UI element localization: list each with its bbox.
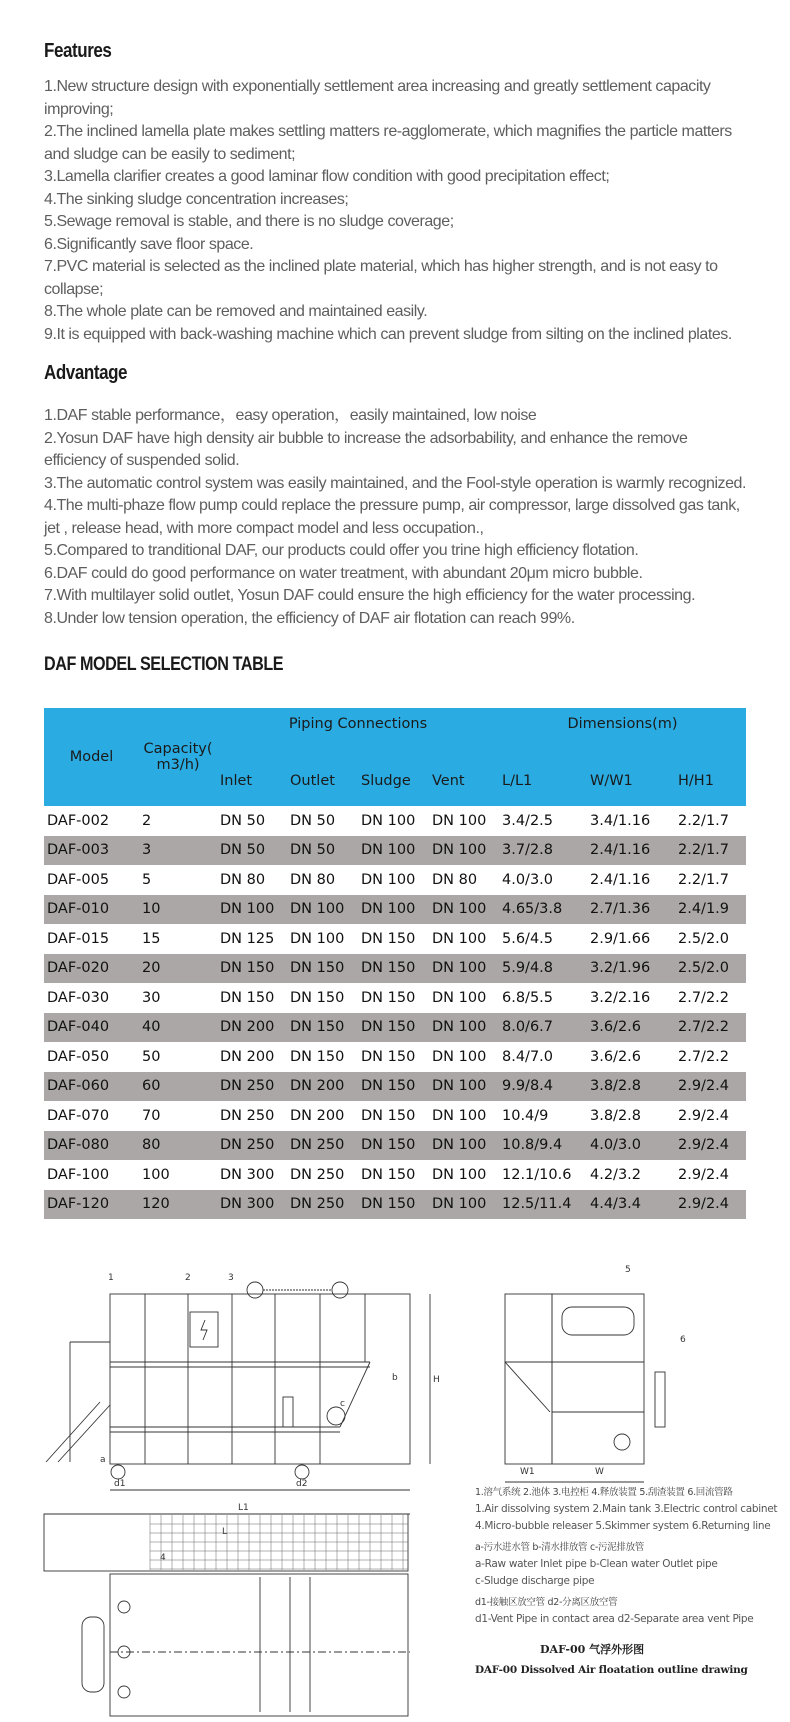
header-inlet: Inlet <box>217 756 287 806</box>
table-cell: 5.6/4.5 <box>502 930 554 947</box>
table-cell: 4.4/3.4 <box>587 1190 675 1219</box>
table-cell: DN 150 <box>358 1013 429 1043</box>
table-cell: DN 100 <box>217 895 287 925</box>
table-cell: DAF-030 <box>47 989 110 1006</box>
table-cell: DAF-002 <box>47 812 110 829</box>
table-cell: 12.5/11.4 <box>499 1190 587 1219</box>
feature-item: 1.New structure design with exponentially settlement area increasing and greatly settlement capacity improving; <box>44 78 711 118</box>
table-cell: DN 100 <box>432 989 487 1006</box>
header-model: Model <box>44 708 139 806</box>
table-cell: DN 150 <box>361 1107 416 1124</box>
table-cell: DN 100 <box>432 1107 487 1124</box>
table-cell: DAF-120 <box>44 1190 139 1219</box>
table-row <box>44 895 746 925</box>
table-cell: DN 100 <box>432 812 487 829</box>
table-cell: 3.8/2.8 <box>587 1072 675 1102</box>
table-cell: DN 200 <box>290 1107 345 1124</box>
table-cell: 2.7/2.2 <box>678 1048 730 1065</box>
table-cell: DN 250 <box>217 1131 287 1161</box>
table-cell: DAF-020 <box>44 954 139 984</box>
table-cell: 2.7/2.2 <box>675 1013 746 1043</box>
advantage-item: 7.With multilayer solid outlet, Yosun DAF could ensure the high efficiency for the water processing. <box>44 587 696 604</box>
side-view <box>44 1282 430 1514</box>
table-cell: DN 250 <box>217 1072 287 1102</box>
legend-en-2b: c-Sludge discharge pipe <box>475 1575 595 1587</box>
header-h: H/H1 <box>675 756 746 806</box>
header-piping: Piping Connections <box>217 708 499 756</box>
table-cell: 2.9/2.4 <box>675 1131 746 1161</box>
table-cell: DAF-100 <box>47 1166 110 1183</box>
table-heading: DAF MODEL SELECTION TABLE <box>44 654 284 675</box>
table-cell: DN 150 <box>220 989 275 1006</box>
table-cell: 2.9/1.66 <box>590 930 651 947</box>
table-cell: 3.4/2.5 <box>502 812 554 829</box>
header-vent: Vent <box>429 756 499 806</box>
table-cell: 2.7/2.2 <box>678 989 730 1006</box>
advantage-item: 6.DAF could do good performance on water treatment, with abundant 20μm micro bubble. <box>44 564 643 582</box>
label-w1: W1 <box>520 1467 535 1477</box>
table-cell: 70 <box>142 1107 161 1124</box>
table-cell: 6.8/5.5 <box>502 989 554 1006</box>
table-cell: 20 <box>139 954 217 984</box>
table-row <box>44 1160 746 1190</box>
table-cell: 3.4/1.16 <box>590 812 651 829</box>
table-cell: DAF-060 <box>44 1072 139 1102</box>
table-cell: DN 100 <box>429 895 499 925</box>
table-cell: 80 <box>139 1131 217 1161</box>
end-view <box>505 1294 665 1482</box>
table-cell: 4.0/3.0 <box>587 1131 675 1161</box>
table-cell: 3.6/2.6 <box>587 1013 675 1043</box>
table-cell: DN 100 <box>432 1166 487 1183</box>
table-cell: 3.2/2.16 <box>590 989 651 1006</box>
table-cell: DN 150 <box>361 1166 416 1183</box>
table-cell: DAF-050 <box>47 1048 110 1065</box>
advantage-item: 1.DAF stable performance，easy operation，easily maintained, low noise <box>44 407 537 424</box>
table-row <box>44 1042 746 1072</box>
table-cell: DN 100 <box>361 871 416 888</box>
table-cell: 3 <box>139 836 217 866</box>
table-cell: 2.5/2.0 <box>675 954 746 984</box>
label-l1: L1 <box>238 1503 249 1513</box>
feature-item: 2.The inclined lamella plate makes settling matters re-agglomerate, which magnifies the particle matters and sludge can be easily to sediment; <box>44 123 732 163</box>
table-cell: DN 50 <box>217 836 287 866</box>
table-cell: 2.2/1.7 <box>675 836 746 866</box>
table-cell: DN 150 <box>361 989 416 1006</box>
table-cell: DN 250 <box>287 1190 358 1219</box>
table-cell: DN 80 <box>220 871 266 888</box>
legend-en-2a: a-Raw water Inlet pipe b-Clean water Outlet pipe <box>475 1558 718 1570</box>
header-sludge: Sludge <box>358 756 429 806</box>
table-cell: DAF-010 <box>44 895 139 925</box>
table-cell: DN 125 <box>220 930 275 947</box>
feature-item: 4.The sinking sludge concentration increases; <box>44 190 349 208</box>
walkway-grid <box>150 1515 408 1570</box>
legend-cn-2: a-污水进水管 b-清水排放管 c-污泥排放管 <box>475 1542 644 1553</box>
table-cell: 2.9/2.4 <box>678 1166 730 1183</box>
table-cell: 120 <box>139 1190 217 1219</box>
table-cell: DN 100 <box>429 1190 499 1219</box>
advantage-item: 2.Yosun DAF have high density air bubble to increase the adsorbability, and enhance the remove efficiency of suspended solid. <box>44 429 688 469</box>
table-cell: 4.2/3.2 <box>590 1166 642 1183</box>
table-cell: 50 <box>142 1048 161 1065</box>
model-selection-table <box>44 708 746 1219</box>
table-cell: DAF-003 <box>44 836 139 866</box>
legend-cn-1: 1.溶气系统 2.池体 3.电控柜 4.释放装置 5.刮渣装置 6.回流管路 <box>475 1487 733 1498</box>
table-cell: 2.2/1.7 <box>678 871 730 888</box>
table-cell: 100 <box>142 1166 170 1183</box>
table-cell: DN 150 <box>361 1048 416 1065</box>
advantage-list <box>44 405 749 630</box>
table-cell: 3.7/2.8 <box>499 836 587 866</box>
header-w: W/W1 <box>587 756 675 806</box>
drawing-caption-en: DAF-00 Dissolved Air floatation outline drawing <box>475 1664 748 1676</box>
advantage-item: 4.The multi-phaze flow pump could replace the pressure pump, air compressor, large dissolved gas tank, jet , release head, with more compact model and less occupation., <box>44 497 740 537</box>
table-cell: 8.4/7.0 <box>502 1048 554 1065</box>
table-cell: DN 50 <box>220 812 266 829</box>
drawing-legend <box>475 1480 777 1628</box>
table-row <box>44 806 746 836</box>
legend-en-1b: 4.Micro-bubble releaser 5.Skimmer system 6.Returning line <box>475 1520 771 1532</box>
label-a: a <box>100 1455 106 1465</box>
features-list <box>44 76 749 346</box>
feature-item: 5.Sewage removal is stable, and there is no sludge coverage; <box>44 213 454 230</box>
table-cell: 2.4/1.9 <box>675 895 746 925</box>
feature-item: 8.The whole plate can be removed and maintained easily. <box>44 303 428 320</box>
label-d2: d2 <box>296 1479 308 1489</box>
table-row <box>44 836 746 866</box>
table-cell: DN 100 <box>429 1013 499 1043</box>
label-5: 5 <box>625 1265 631 1275</box>
label-2: 2 <box>185 1273 191 1283</box>
table-cell: DN 100 <box>429 954 499 984</box>
label-3: 3 <box>228 1273 234 1283</box>
table-cell: DN 100 <box>290 930 345 947</box>
table-cell: DN 250 <box>287 1131 358 1161</box>
table-row <box>44 1072 746 1102</box>
label-6: 6 <box>680 1335 686 1345</box>
drawing-caption-cn: DAF-00 气浮外形图 <box>540 1643 645 1656</box>
table-cell: DN 100 <box>432 930 487 947</box>
table-row <box>44 983 746 1013</box>
table-cell: DN 150 <box>290 989 345 1006</box>
table-cell: 40 <box>139 1013 217 1043</box>
table-cell: DN 150 <box>290 1048 345 1065</box>
table-cell: 2 <box>142 812 152 829</box>
table-cell: 4.65/3.8 <box>499 895 587 925</box>
table-cell: DN 150 <box>217 954 287 984</box>
table-cell: 3.8/2.8 <box>590 1107 642 1124</box>
table-row <box>44 954 746 984</box>
legend-en-3: d1-Vent Pipe in contact area d2-Separate area vent Pipe <box>475 1613 754 1625</box>
table-row <box>44 924 746 954</box>
table-cell: 60 <box>139 1072 217 1102</box>
table-cell: DAF-070 <box>47 1107 110 1124</box>
table-cell: DN 250 <box>290 1166 345 1183</box>
table-cell: 2.7/1.36 <box>587 895 675 925</box>
table-cell: DN 100 <box>361 812 416 829</box>
advantage-item: 8.Under low tension operation, the efficiency of DAF air flotation can reach 99%. <box>44 609 575 627</box>
label-h: H <box>433 1375 440 1385</box>
table-cell: 15 <box>142 930 161 947</box>
table-cell: 8.0/6.7 <box>499 1013 587 1043</box>
table-cell: DN 100 <box>429 836 499 866</box>
table-row <box>44 1190 746 1219</box>
table-cell: DN 100 <box>432 1048 487 1065</box>
table-cell: DN 250 <box>220 1107 275 1124</box>
table-cell: 30 <box>142 989 161 1006</box>
table-cell: DN 50 <box>290 812 336 829</box>
table-cell: 9.9/8.4 <box>499 1072 587 1102</box>
table-cell: 3.2/1.96 <box>587 954 675 984</box>
table-cell: 2.2/1.7 <box>678 812 730 829</box>
table-cell: 2.9/2.4 <box>675 1072 746 1102</box>
table-cell: 4.0/3.0 <box>502 871 554 888</box>
label-l: L <box>222 1527 228 1537</box>
header-dimensions: Dimensions(m) <box>499 708 746 756</box>
table-row <box>44 1101 746 1131</box>
features-heading: Features <box>44 40 112 62</box>
table-cell: DN 80 <box>432 871 478 888</box>
header-l: L/L1 <box>499 756 587 806</box>
table-cell: 10.8/9.4 <box>499 1131 587 1161</box>
label-1: 1 <box>108 1273 114 1283</box>
table-row <box>44 1131 746 1161</box>
table-cell: DN 200 <box>217 1013 287 1043</box>
legend-cn-3: d1-接触区放空管 d2-分离区放空管 <box>475 1597 618 1608</box>
header-outlet: Outlet <box>287 756 358 806</box>
table-cell: DN 100 <box>429 1131 499 1161</box>
table-cell: DN 100 <box>429 1072 499 1102</box>
table-cell: DAF-005 <box>47 871 110 888</box>
table-cell: DN 150 <box>287 954 358 984</box>
feature-item: 7.PVC material is selected as the inclined plate material, which has higher strength, and is not easy to collapse; <box>44 258 718 298</box>
table-row <box>44 865 746 895</box>
table-cell: DN 100 <box>358 836 429 866</box>
table-cell: 2.4/1.16 <box>590 871 651 888</box>
table-cell: DN 80 <box>290 871 336 888</box>
legend-en-1a: 1.Air dissolving system 2.Main tank 3.Electric control cabinet <box>475 1503 778 1515</box>
advantage-heading: Advantage <box>44 362 128 384</box>
table-cell: 3.6/2.6 <box>590 1048 642 1065</box>
table-cell: DN 300 <box>220 1166 275 1183</box>
feature-item: 6.Significantly save floor space. <box>44 235 254 253</box>
table-cell: 10 <box>139 895 217 925</box>
table-cell: 2.9/2.4 <box>675 1190 746 1219</box>
table-cell: 12.1/10.6 <box>502 1166 572 1183</box>
table-cell: DN 150 <box>361 930 416 947</box>
table-cell: 2.9/2.4 <box>678 1107 730 1124</box>
table-cell: DN 50 <box>287 836 358 866</box>
advantage-item: 5.Compared to tranditional DAF, our products could offer you trine high efficiency flotation. <box>44 542 639 559</box>
table-cell: DN 150 <box>358 1072 429 1102</box>
label-4: 4 <box>160 1553 166 1563</box>
table-cell: DAF-040 <box>44 1013 139 1043</box>
table-cell: DAF-080 <box>44 1131 139 1161</box>
label-b: b <box>392 1373 398 1383</box>
table-cell: DN 300 <box>217 1190 287 1219</box>
table-cell: DN 150 <box>358 1190 429 1219</box>
advantage-item: 3.The automatic control system was easily maintained, and the Fool-style operation is warmly recognized. <box>44 474 746 492</box>
table-cell: 5 <box>142 871 152 888</box>
table-cell: DN 200 <box>220 1048 275 1065</box>
label-w: W <box>595 1467 604 1477</box>
table-cell: DN 150 <box>287 1013 358 1043</box>
table-cell: DN 100 <box>358 895 429 925</box>
table-cell: 2.4/1.16 <box>587 836 675 866</box>
table-cell: DN 150 <box>358 1131 429 1161</box>
table-cell: DN 150 <box>358 954 429 984</box>
feature-item: 9.It is equipped with back-washing machine which can prevent sludge from silting on the inclined plates. <box>44 325 732 343</box>
table-row <box>44 1013 746 1043</box>
table-cell: 10.4/9 <box>502 1107 549 1124</box>
table-cell: 2.5/2.0 <box>678 930 730 947</box>
header-capacity: Capacity( m3/h) <box>139 708 217 806</box>
table-cell: DAF-015 <box>47 930 110 947</box>
label-c: c <box>340 1399 345 1409</box>
feature-item: 3.Lamella clarifier creates a good laminar flow condition with good precipitation effect; <box>44 168 610 185</box>
table-cell: DN 100 <box>287 895 358 925</box>
table-cell: DN 200 <box>287 1072 358 1102</box>
label-d1: d1 <box>114 1479 126 1489</box>
table-cell: 5.9/4.8 <box>499 954 587 984</box>
